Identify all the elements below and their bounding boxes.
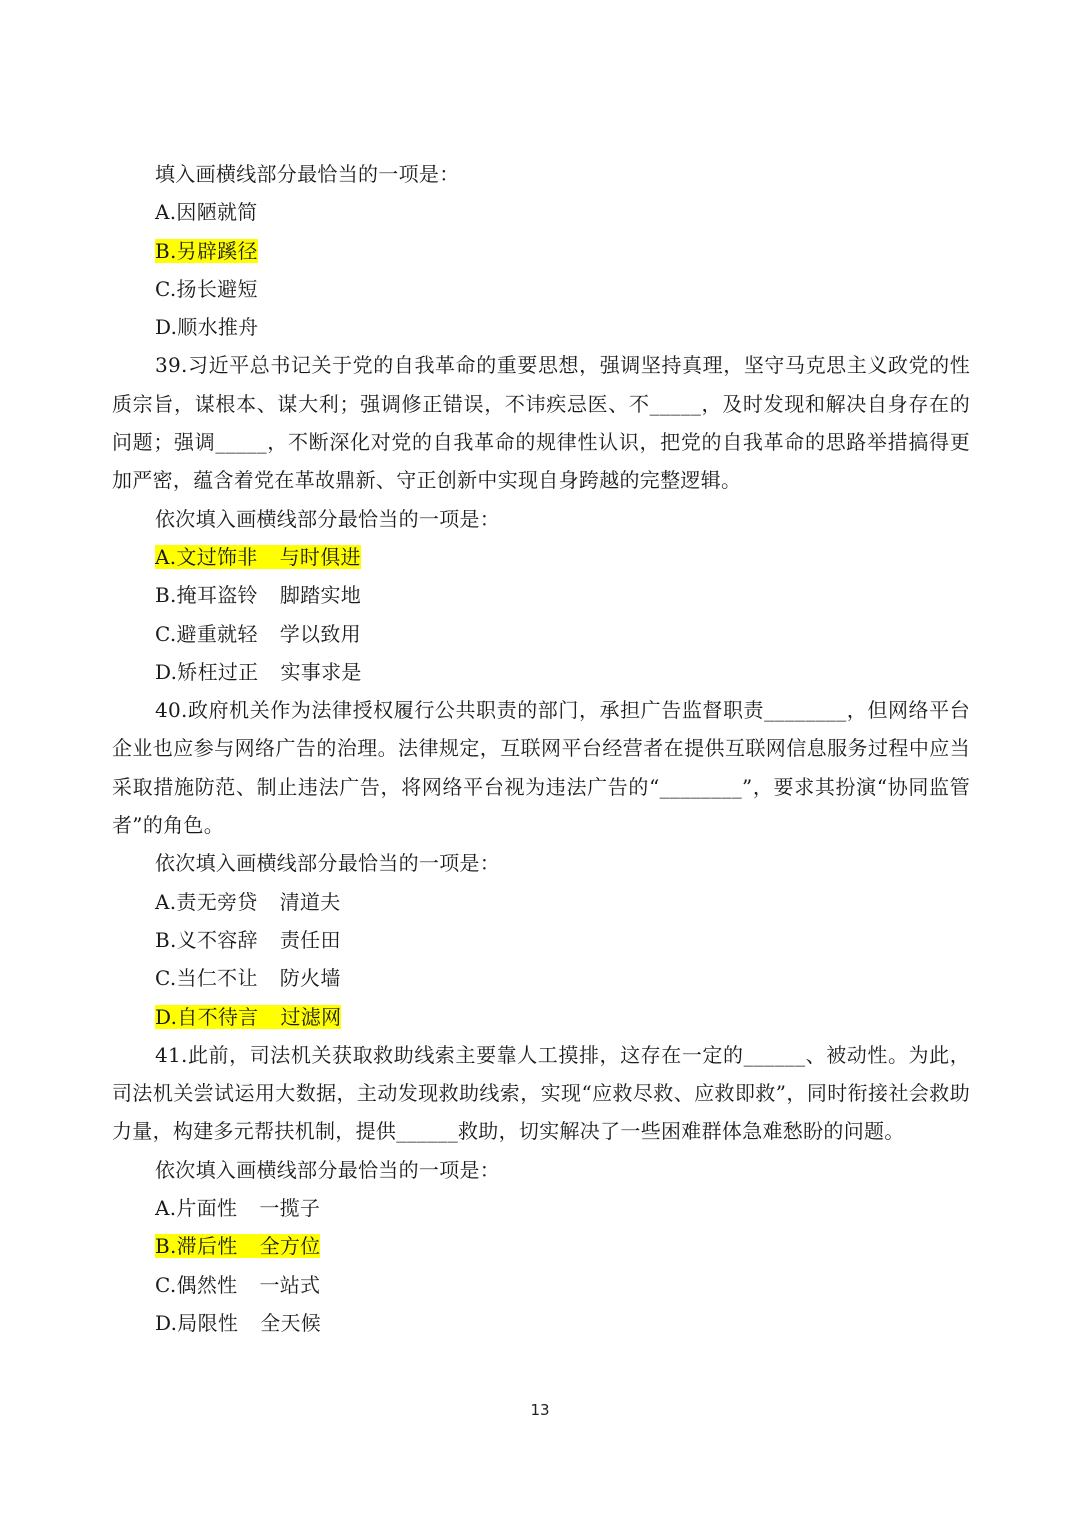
question-prompt: 依次填入画横线部分最恰当的一项是： [155, 851, 501, 876]
option-second: 脚踏实地 [279, 583, 362, 608]
option-d [112, 1304, 970, 1342]
option-second: 全方位 [259, 1234, 321, 1259]
option-b [112, 1227, 970, 1265]
option-first: A.文过饰非 [155, 544, 258, 569]
option-first: A.片面性 [155, 1196, 238, 1221]
page-content [112, 155, 970, 1342]
option-a [112, 1189, 970, 1227]
question-prompt: 依次填入画横线部分最恰当的一项是： [155, 1157, 501, 1182]
option-text-highlighted [155, 1234, 320, 1258]
option-text: A.因陋就简 [155, 200, 258, 225]
option-d [112, 653, 970, 691]
option-second: 防火墙 [279, 966, 341, 991]
option-b [112, 576, 970, 614]
option-text: C.扬长避短 [155, 276, 258, 301]
option-first: C.偶然性 [155, 1272, 238, 1297]
option-first: D.自不待言 [155, 1004, 259, 1029]
option-d [112, 308, 970, 346]
option-first: A.责无旁贷 [155, 889, 258, 914]
option-a [112, 193, 970, 231]
option-second: 责任田 [279, 927, 341, 952]
option-second: 一揽子 [259, 1196, 321, 1221]
option-second: 清道夫 [279, 889, 341, 914]
option-text: D.顺水推舟 [155, 315, 259, 340]
option-second: 与时俱进 [279, 544, 361, 569]
option-first: C.避重就轻 [155, 621, 258, 646]
option-b [112, 921, 970, 959]
option-c [112, 1266, 970, 1304]
question-prompt: 依次填入画横线部分最恰当的一项是： [155, 506, 501, 531]
option-first: D.局限性 [155, 1310, 239, 1335]
option-first: D.矫枉过正 [155, 659, 259, 684]
option-a [112, 883, 970, 921]
question-41-stem: 41.此前，司法机关获取救助线索主要靠人工摸排，这存在一定的______、被动性。为此，司法机关尝试运用大数据，主动发现救助线索，实现“应救尽救、应救即救”，同时衔接社会救助力量，构建多元帮扶机制，提供______救助，切实解决了一些困难群体急难愁盼的问题。 [112, 1042, 970, 1144]
page-number: 13 [530, 1401, 550, 1419]
option-b [112, 232, 970, 270]
option-first: B.掩耳盗铃 [155, 583, 258, 608]
option-a [112, 538, 970, 576]
option-text-highlighted [155, 1005, 341, 1029]
option-c [112, 959, 970, 997]
option-second: 一站式 [259, 1272, 321, 1297]
option-d [112, 998, 970, 1036]
question-prompt: 填入画横线部分最恰当的一项是： [155, 162, 460, 186]
option-first: C.当仁不让 [155, 966, 258, 991]
question-40-stem: 40.政府机关作为法律授权履行公共职责的部门，承担广告监督职责________，但网络平台企业也应参与网络广告的治理。法律规定，互联网平台经营者在提供互联网信息服务过程中应当采取措施防范、制止违法广告，将网络平台视为违法广告的“________”，要求其扮演“协同监管者”的角色。 [112, 698, 970, 838]
option-c [112, 615, 970, 653]
option-first: B.滞后性 [155, 1234, 238, 1259]
option-second: 实事求是 [280, 659, 362, 684]
option-second: 全天候 [260, 1310, 322, 1335]
option-first: B.义不容辞 [155, 927, 258, 952]
option-text-highlighted [155, 545, 361, 569]
question-39-stem: 39.习近平总书记关于党的自我革命的重要思想，强调坚持真理，坚守马克思主义政党的性质宗旨，谋根本、谋大利；强调修正错误，不讳疾忌医、不_____，及时发现和解决自身存在的问题；强调_____，不断深化对党的自我革命的规律性认识，把党的自我革命的思路举措搞得更加严密，蕴含着党在革故鼎新、守正创新中实现自身跨越的完整逻辑。 [112, 353, 970, 493]
option-second: 过滤网 [280, 1004, 342, 1029]
option-c [112, 270, 970, 308]
option-second: 学以致用 [279, 621, 361, 646]
option-text-highlighted: B.另辟蹊径 [155, 238, 258, 263]
